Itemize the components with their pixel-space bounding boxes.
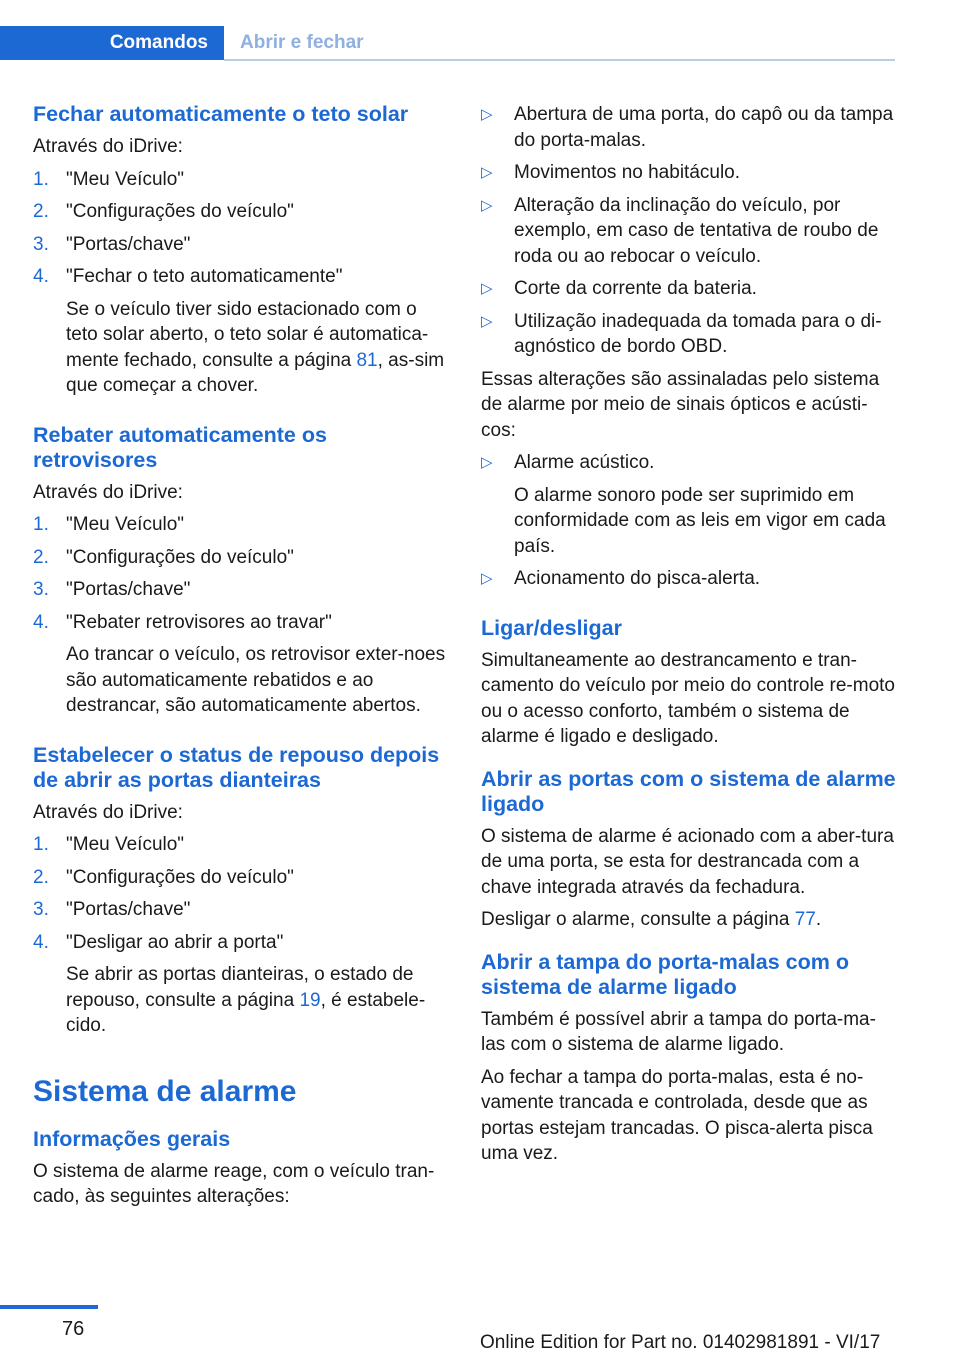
left-column [33,102,451,1210]
page-header [0,26,895,62]
step-note: Ao trancar o veículo, os retrovisor exter‐noes são automaticamente rebatidos e ao destrancar, são automaticamente abertos. [66,644,446,716]
step-item: 4. "Desligar ao abrir a porta" Se abrir as portas dianteiras, o estado de repouso, consulte a página 19, é estabele‐cido. [33,930,451,1039]
triangle-right-icon: ▷ [481,280,493,297]
step-item: 1. "Meu Veículo" [33,168,185,190]
list-item: ▷ Movimentos no habitáculo. [481,160,899,186]
page-number: 76 [62,1318,85,1340]
header-divider [224,59,895,61]
intro-text: Através do iDrive: [33,136,183,157]
step-item: 2. "Configurações do veículo" [33,201,294,222]
list-item: ▷ Abertura de uma porta, do capô ou da tampa do porta-malas. [481,104,894,151]
intro-text: Através do iDrive: [33,481,183,503]
triangle-right-icon: ▷ [481,106,493,123]
intro-text: Através do iDrive: [33,801,183,823]
step-item: 3. "Portas/chave" [33,233,191,255]
heading-abrir-tampa-porta-malas: Abrir a tampa do porta-malas com o sistema de alarme ligado [481,949,849,999]
triangle-right-icon: ▷ [481,196,493,214]
section-tab-comandos: Comandos [0,26,224,60]
steps-list [33,167,451,399]
body-text: Simultaneamente ao destrancamento e tran‐camento do veículo por meio do controle re‐moto ou o acesso conforto, também o sistema de alarme é ligado e desligado. [481,649,895,747]
alarm-triggers-list [481,102,899,360]
heading-informacoes-gerais: Informações gerais [33,1126,231,1151]
heading-rebater-retrovisores: Rebater automaticamente os retrovisores [33,422,327,472]
body-text: Também é possível abrir a tampa do porta-ma‐las com o sistema de alarme ligado. [481,1008,876,1055]
triangle-right-icon: ▷ [481,312,493,330]
body-text: O sistema de alarme reage, com o veículo tran‐cado, às seguintes alterações: [33,1160,435,1207]
alarm-signals-list [481,450,899,592]
heading-fechar-teto-solar: Fechar automaticamente o teto solar [33,102,409,126]
list-item: ▷ Alteração da inclinação do veículo, por exemplo, em caso de tentativa de roubo de roda ou ao rebocar o veículo. [481,194,879,267]
right-column [481,102,899,1167]
steps-list [33,512,451,719]
step-note: Se abrir as portas dianteiras, o estado de repouso, consulte a página 19, é estabele‐cido. [66,964,426,1036]
triangle-right-icon: ▷ [481,570,493,587]
body-text: Essas alterações são assinaladas pelo sistema de alarme por meio de sinais ópticos e acústi‐cos: [481,368,880,441]
step-item: 2. "Configurações do veículo" [33,866,294,888]
step-item: 1. "Meu Veículo" [33,514,185,535]
page-link-77[interactable]: 77 [794,909,816,930]
step-item: 3. "Portas/chave" [33,579,191,600]
list-item: ▷ Corte da corrente da bateria. [481,276,899,302]
list-item: ▷ Alarme acústico. O alarme sonoro pode ser suprimido em conformidade com as leis em vigor em cada país. [481,450,899,559]
step-note: Se o veículo tiver sido estacionado com o teto solar aberto, o teto solar é automatica‐mente fechado, consulte a página 81, as‐sim que começar a chover. [66,298,445,396]
section-tab-abrir-e-fechar: Abrir e fechar [240,32,364,53]
body-text: Ao fechar a tampa do porta-malas, esta é no‐vamente trancada e controlada, desde que as portas estejam trancadas. O pisca-alerta pisca uma vez. [481,1066,873,1164]
step-item: 4. "Fechar o teto automaticamente" Se o veículo tiver sido estacionado com o teto solar aberto, o teto solar é automatica‐mente fechado, consulte a página 81, as‐sim que começar a chover. [33,264,451,399]
edition-footer: Online Edition for Part no. 01402981891 - VI/17 [480,1332,881,1353]
list-item: ▷ Utilização inadequada da tomada para o di‐agnóstico de bordo OBD. [481,310,882,357]
chapter-title-sistema-de-alarme: Sistema de alarme [33,1074,297,1108]
heading-status-repouso: Estabelecer o status de repouso depois de abrir as portas dianteiras [33,742,440,792]
step-item: 2. "Configurações do veículo" [33,546,294,568]
heading-abrir-portas-alarme: Abrir as portas com o sistema de alarme ligado [481,766,896,816]
step-item: 1. "Meu Veículo" [33,834,185,855]
steps-list [33,832,451,1039]
page-link-81[interactable]: 81 [356,349,378,371]
footer-accent-line [0,1305,98,1309]
list-item: ▷ Acionamento do pisca-alerta. [481,566,899,592]
page-link-19[interactable]: 19 [299,989,321,1011]
body-text: Desligar o alarme, consulte a página 77. [481,909,822,930]
triangle-right-icon: ▷ [481,454,493,471]
triangle-right-icon: ▷ [481,164,493,181]
body-text: O sistema de alarme é acionado com a aber‐tura de uma porta, se esta for destrancada com a chave integrada através da fechadura. [481,825,894,898]
heading-ligar-desligar: Ligar/desligar [481,615,622,640]
step-item: 3. "Portas/chave" [33,899,191,920]
step-item: 4. "Rebater retrovisores ao travar" Ao trancar o veículo, os retrovisor exter‐noes são automaticamente rebatidos e ao destrancar, são automaticamente abertos. [33,610,451,719]
list-item-note: O alarme sonoro pode ser suprimido em conformidade com as leis em vigor em cada país. [514,484,886,557]
